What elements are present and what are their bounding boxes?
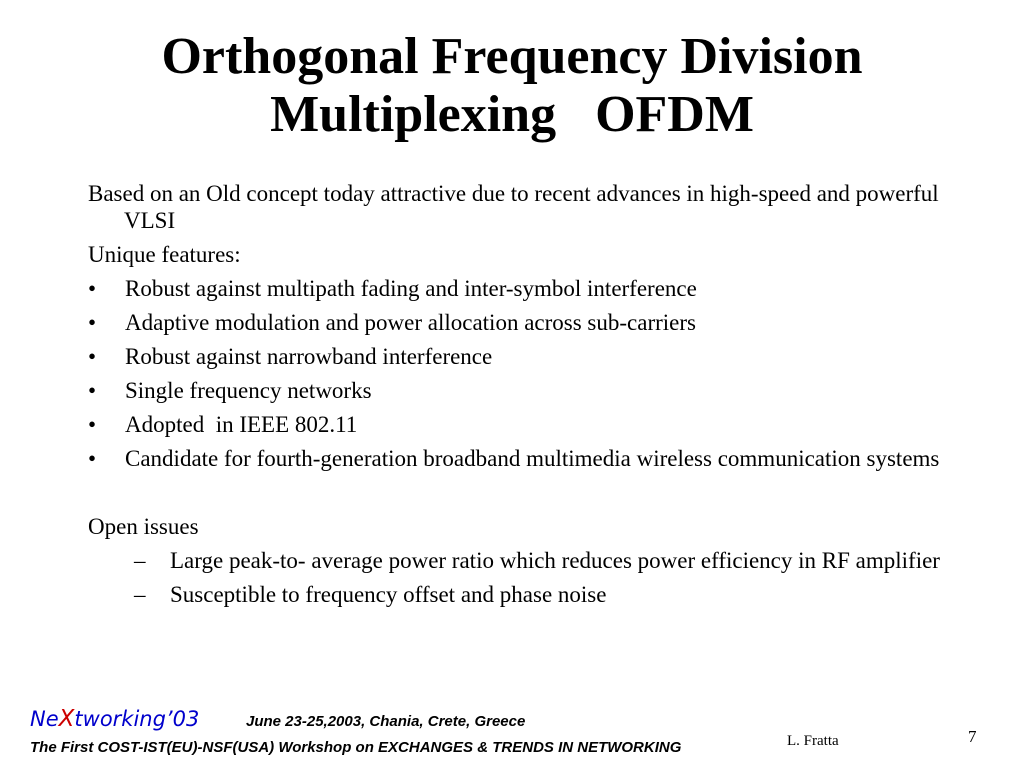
feature-text: Adaptive modulation and power allocation across sub-carriers: [125, 310, 696, 335]
footer-author: L. Fratta: [787, 733, 839, 749]
dash-marker: –: [134, 582, 146, 607]
feature-text: Robust against narrowband interference: [125, 344, 493, 369]
list-item: [88, 275, 948, 302]
bullet-marker: •: [88, 378, 97, 403]
issue-text: Large peak-to- average power ratio which reduces power efficiency in RF amplifier: [170, 548, 940, 573]
list-item: [134, 547, 948, 574]
logo-x: X: [58, 706, 75, 732]
feature-text: Candidate for fourth-generation broadband multimedia wireless communication systems: [125, 446, 940, 471]
feature-text: Single frequency networks: [125, 378, 372, 403]
feature-text: Adopted in IEEE 802.11: [125, 412, 358, 437]
list-item: [88, 343, 948, 370]
features-heading: Unique features:: [88, 242, 241, 267]
issues-heading: Open issues: [88, 514, 199, 539]
dash-marker: –: [134, 548, 146, 573]
issue-text: Susceptible to frequency offset and phase noise: [170, 582, 607, 607]
conference-logo: [30, 706, 199, 732]
title-line-1: Orthogonal Frequency Division: [161, 28, 863, 85]
bullet-marker: •: [88, 310, 97, 335]
list-item: [88, 309, 948, 336]
bullet-marker: •: [88, 276, 97, 301]
bullet-marker: •: [88, 344, 97, 369]
page-number: 7: [968, 727, 977, 746]
bullet-marker: •: [88, 446, 97, 471]
features-list: [88, 275, 948, 472]
bullet-marker: •: [88, 412, 97, 437]
list-item: [134, 581, 948, 608]
footer-workshop-title: The First COST-IST(EU)-NSF(USA) Workshop on EXCHANGES & TRENDS IN NETWORKING: [30, 739, 682, 756]
title-line-2: Multiplexing OFDM: [270, 86, 754, 143]
slide-body: [88, 180, 948, 615]
footer-date-location: June 23-25,2003, Chania, Crete, Greece: [246, 713, 526, 730]
intro-text: Based on an Old concept today attractive due to recent advances in high-speed and powerful VLSI: [88, 181, 939, 233]
list-item: [88, 445, 948, 472]
list-item: [88, 411, 948, 438]
list-item: [88, 377, 948, 404]
issues-list: [88, 547, 948, 608]
slide-title: [0, 28, 1024, 144]
logo-text-post: tworking’03: [74, 707, 200, 731]
logo-text-pre: Ne: [30, 707, 59, 731]
feature-text: Robust against multipath fading and inter-symbol interference: [125, 276, 697, 301]
